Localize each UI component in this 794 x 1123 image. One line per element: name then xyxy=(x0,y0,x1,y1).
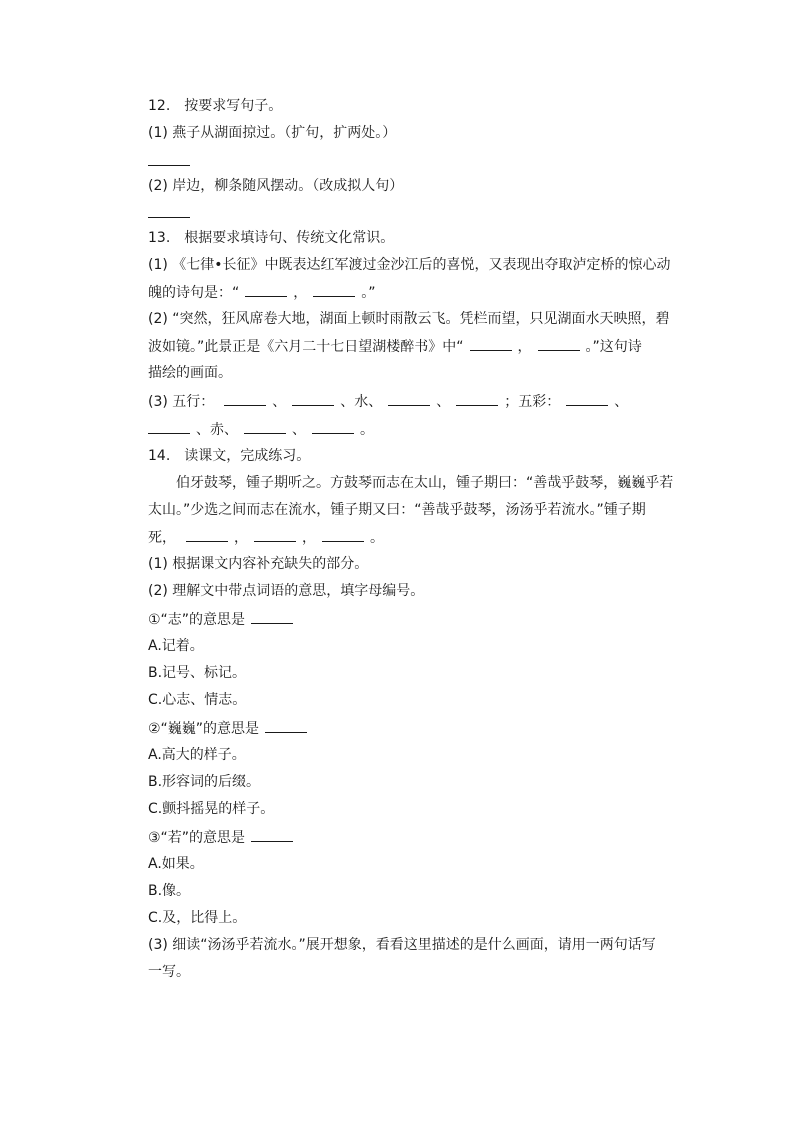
q13-blank-9[interactable] xyxy=(566,391,608,406)
q13-blank-5[interactable] xyxy=(224,391,266,406)
q13-part1-sep: ， xyxy=(293,285,308,301)
q14-sub2-item1 xyxy=(148,609,293,629)
q12-answer-blank-1[interactable] xyxy=(148,165,190,166)
q13-part3-colors-label: ；五彩： xyxy=(504,394,561,410)
q12-part2: (2) 岸边，柳条随风摆动。（改成拟人句） xyxy=(148,178,404,194)
q13-part1-line2 xyxy=(148,282,376,302)
q13-part3-line1 xyxy=(148,391,628,411)
q14-blank-3[interactable] xyxy=(322,527,364,542)
q14-sub2-item3-option-b: B.像。 xyxy=(148,883,191,899)
q13-blank-7[interactable] xyxy=(388,391,430,406)
q13-part2-prefix: 波如镜。”此景正是《六月二十七日望湖楼醉书》中“ xyxy=(148,339,464,355)
q13-part2-suffix: 。”这句诗 xyxy=(585,339,642,355)
q13-part3-sep-2: 、 xyxy=(436,394,451,410)
q13-blank-10[interactable] xyxy=(148,419,190,434)
q14-sub2-item1-option-c: C.心志、情志。 xyxy=(148,692,247,708)
q14-text-line1: 伯牙鼓琴，锺子期听之。方鼓琴而志在太山，锺子期曰：“善哉乎鼓琴，巍巍乎若 xyxy=(176,475,674,491)
q14-sub2-item3-question: ③“若”的意思是 xyxy=(148,830,246,846)
q14-text-sep-1: ， xyxy=(234,530,248,546)
q13-blank-12[interactable] xyxy=(312,419,354,434)
q14-sub3-line1: (3) 细读“汤汤乎若流水。”展开想象，看看这里描述的是什么画面，请用一两句话写 xyxy=(148,937,656,953)
q13-part1-line1: (1) 《七律•长征》中既表达红军渡过金沙江后的喜悦，又表现出夺取泸定桥的惊心动 xyxy=(148,257,671,273)
q14-sub2-item2 xyxy=(148,718,307,738)
q13-part3-sep-4: 、 xyxy=(292,422,306,438)
q13-blank-3[interactable] xyxy=(470,336,512,351)
q14-sub2-item1-option-b: B.记号、标记。 xyxy=(148,665,247,681)
q14-title: 14. 读课文，完成练习。 xyxy=(148,448,311,464)
q13-part1-prefix: 魄的诗句是：“ xyxy=(148,285,240,301)
q14-sub3-line2: 一写。 xyxy=(148,964,190,980)
q14-sub2-item2-question: ②“巍巍”的意思是 xyxy=(148,721,260,737)
q13-blank-1[interactable] xyxy=(245,282,287,297)
q14-sub2-item3-option-a: A.如果。 xyxy=(148,856,204,872)
q14-text-sep-2: ， xyxy=(302,530,316,546)
q13-part3-end: 。 xyxy=(360,422,374,438)
q13-blank-4[interactable] xyxy=(538,336,580,351)
q14-sub2-item3 xyxy=(148,827,293,847)
q13-part3-sep-1: 、 xyxy=(272,394,287,410)
q13-blank-2[interactable] xyxy=(313,282,355,297)
q14-sub2-item2-option-c: C.颤抖摇晃的样子。 xyxy=(148,801,275,817)
q13-title: 13. 根据要求填诗句、传统文化常识。 xyxy=(148,230,395,246)
q13-blank-11[interactable] xyxy=(244,419,286,434)
q14-text-line2: 太山。”少选之间而志在流水，锺子期又曰：“善哉乎鼓琴，汤汤乎若流水。”锺子期 xyxy=(148,502,646,518)
q14-text-end: 。 xyxy=(370,530,384,546)
q12-answer-blank-2[interactable] xyxy=(148,217,190,218)
q13-part1-suffix: 。” xyxy=(361,285,376,301)
q14-sub2-item2-option-b: B.形容词的后缀。 xyxy=(148,774,261,790)
q13-blank-6[interactable] xyxy=(292,391,334,406)
q13-part3-red: 、赤、 xyxy=(196,422,238,438)
q14-text-line3 xyxy=(148,527,384,547)
q13-part2-line2 xyxy=(148,336,642,356)
q14-sub2-item2-option-a: A.高大的样子。 xyxy=(148,747,246,763)
q13-part3-water: 、水、 xyxy=(340,394,383,410)
q14-sub1: (1) 根据课文内容补充缺失的部分。 xyxy=(148,556,369,572)
q13-blank-8[interactable] xyxy=(456,391,498,406)
q14-blank-2[interactable] xyxy=(254,527,296,542)
q14-choice-blank-3[interactable] xyxy=(251,827,293,842)
q13-part3-label: (3) 五行： xyxy=(148,394,215,410)
q13-part3-sep-3: 、 xyxy=(614,394,629,410)
q14-choice-blank-2[interactable] xyxy=(265,718,307,733)
q14-sub2-item1-question: ①“志”的意思是 xyxy=(148,612,246,628)
q14-choice-blank-1[interactable] xyxy=(251,609,293,624)
q14-sub2-item1-option-a: A.记着。 xyxy=(148,638,204,654)
q13-part2-sep: ， xyxy=(517,339,532,355)
q14-text-death: 死， xyxy=(148,530,176,546)
q12-part1: (1) 燕子从湖面掠过。（扩句，扩两处。） xyxy=(148,125,397,141)
q14-sub2: (2) 理解文中带点词语的意思，填字母编号。 xyxy=(148,583,425,599)
q13-part2-line3: 描绘的画面。 xyxy=(148,365,232,381)
q14-sub2-item3-option-c: C.及，比得上。 xyxy=(148,910,247,926)
q13-part3-line2 xyxy=(148,419,374,439)
q14-blank-1[interactable] xyxy=(186,527,228,542)
q12-title: 12. 按要求写句子。 xyxy=(148,98,283,114)
q13-part2-line1: (2) “突然，狂风席卷大地，湖面上顿时雨散云飞。凭栏而望，只见湖面水天映照，碧 xyxy=(148,311,670,327)
